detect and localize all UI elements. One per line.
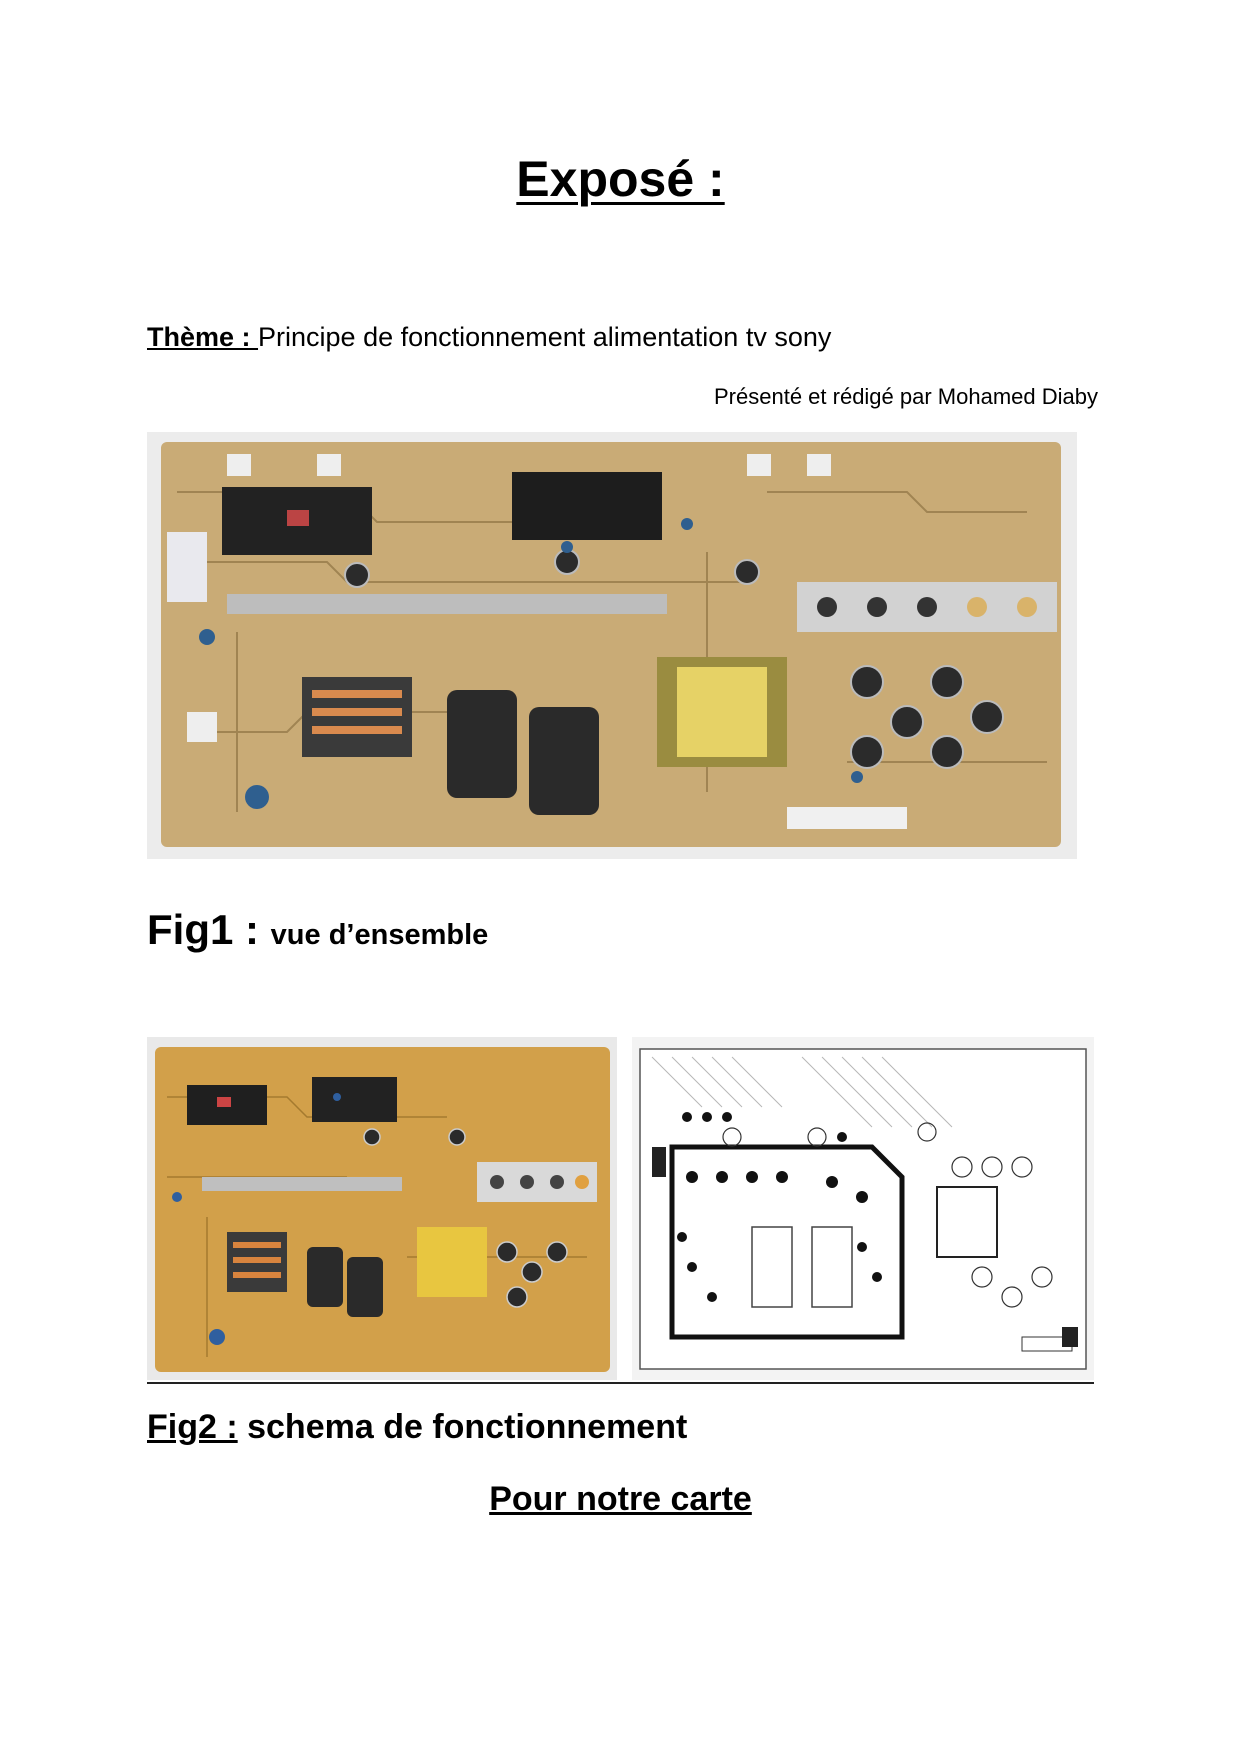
figure-bottom-rule: [147, 1382, 1094, 1384]
fig1-caption: [147, 906, 488, 954]
page-title: [0, 150, 1241, 208]
theme-line: [147, 322, 831, 353]
fig2-label: Fig2 :: [147, 1408, 238, 1446]
theme-text: Principe de fonctionnement alimentation tv sony: [258, 322, 832, 352]
closing-text: Pour notre carte: [489, 1480, 752, 1518]
fig2-board-photo: [147, 1037, 617, 1380]
pcb-layout-image: [632, 1037, 1094, 1380]
theme-label: Thème :: [147, 322, 259, 352]
title-text: Exposé :: [516, 151, 725, 207]
fig2-caption-text: schema de fonctionnement: [237, 1408, 688, 1446]
fig1-board-photo: [147, 432, 1077, 859]
author-line: Présenté et rédigé par Mohamed Diaby: [714, 384, 1098, 409]
fig2-layout-drawing: [632, 1037, 1094, 1380]
fig1-label: Fig1 :: [147, 906, 271, 953]
fig2-caption: [147, 1408, 687, 1447]
fig1-caption-text: vue d’ensemble: [270, 919, 489, 951]
pcb-photo-image: [147, 1037, 617, 1380]
pcb-photo-image: [147, 432, 1077, 859]
closing-heading: [0, 1480, 1241, 1519]
